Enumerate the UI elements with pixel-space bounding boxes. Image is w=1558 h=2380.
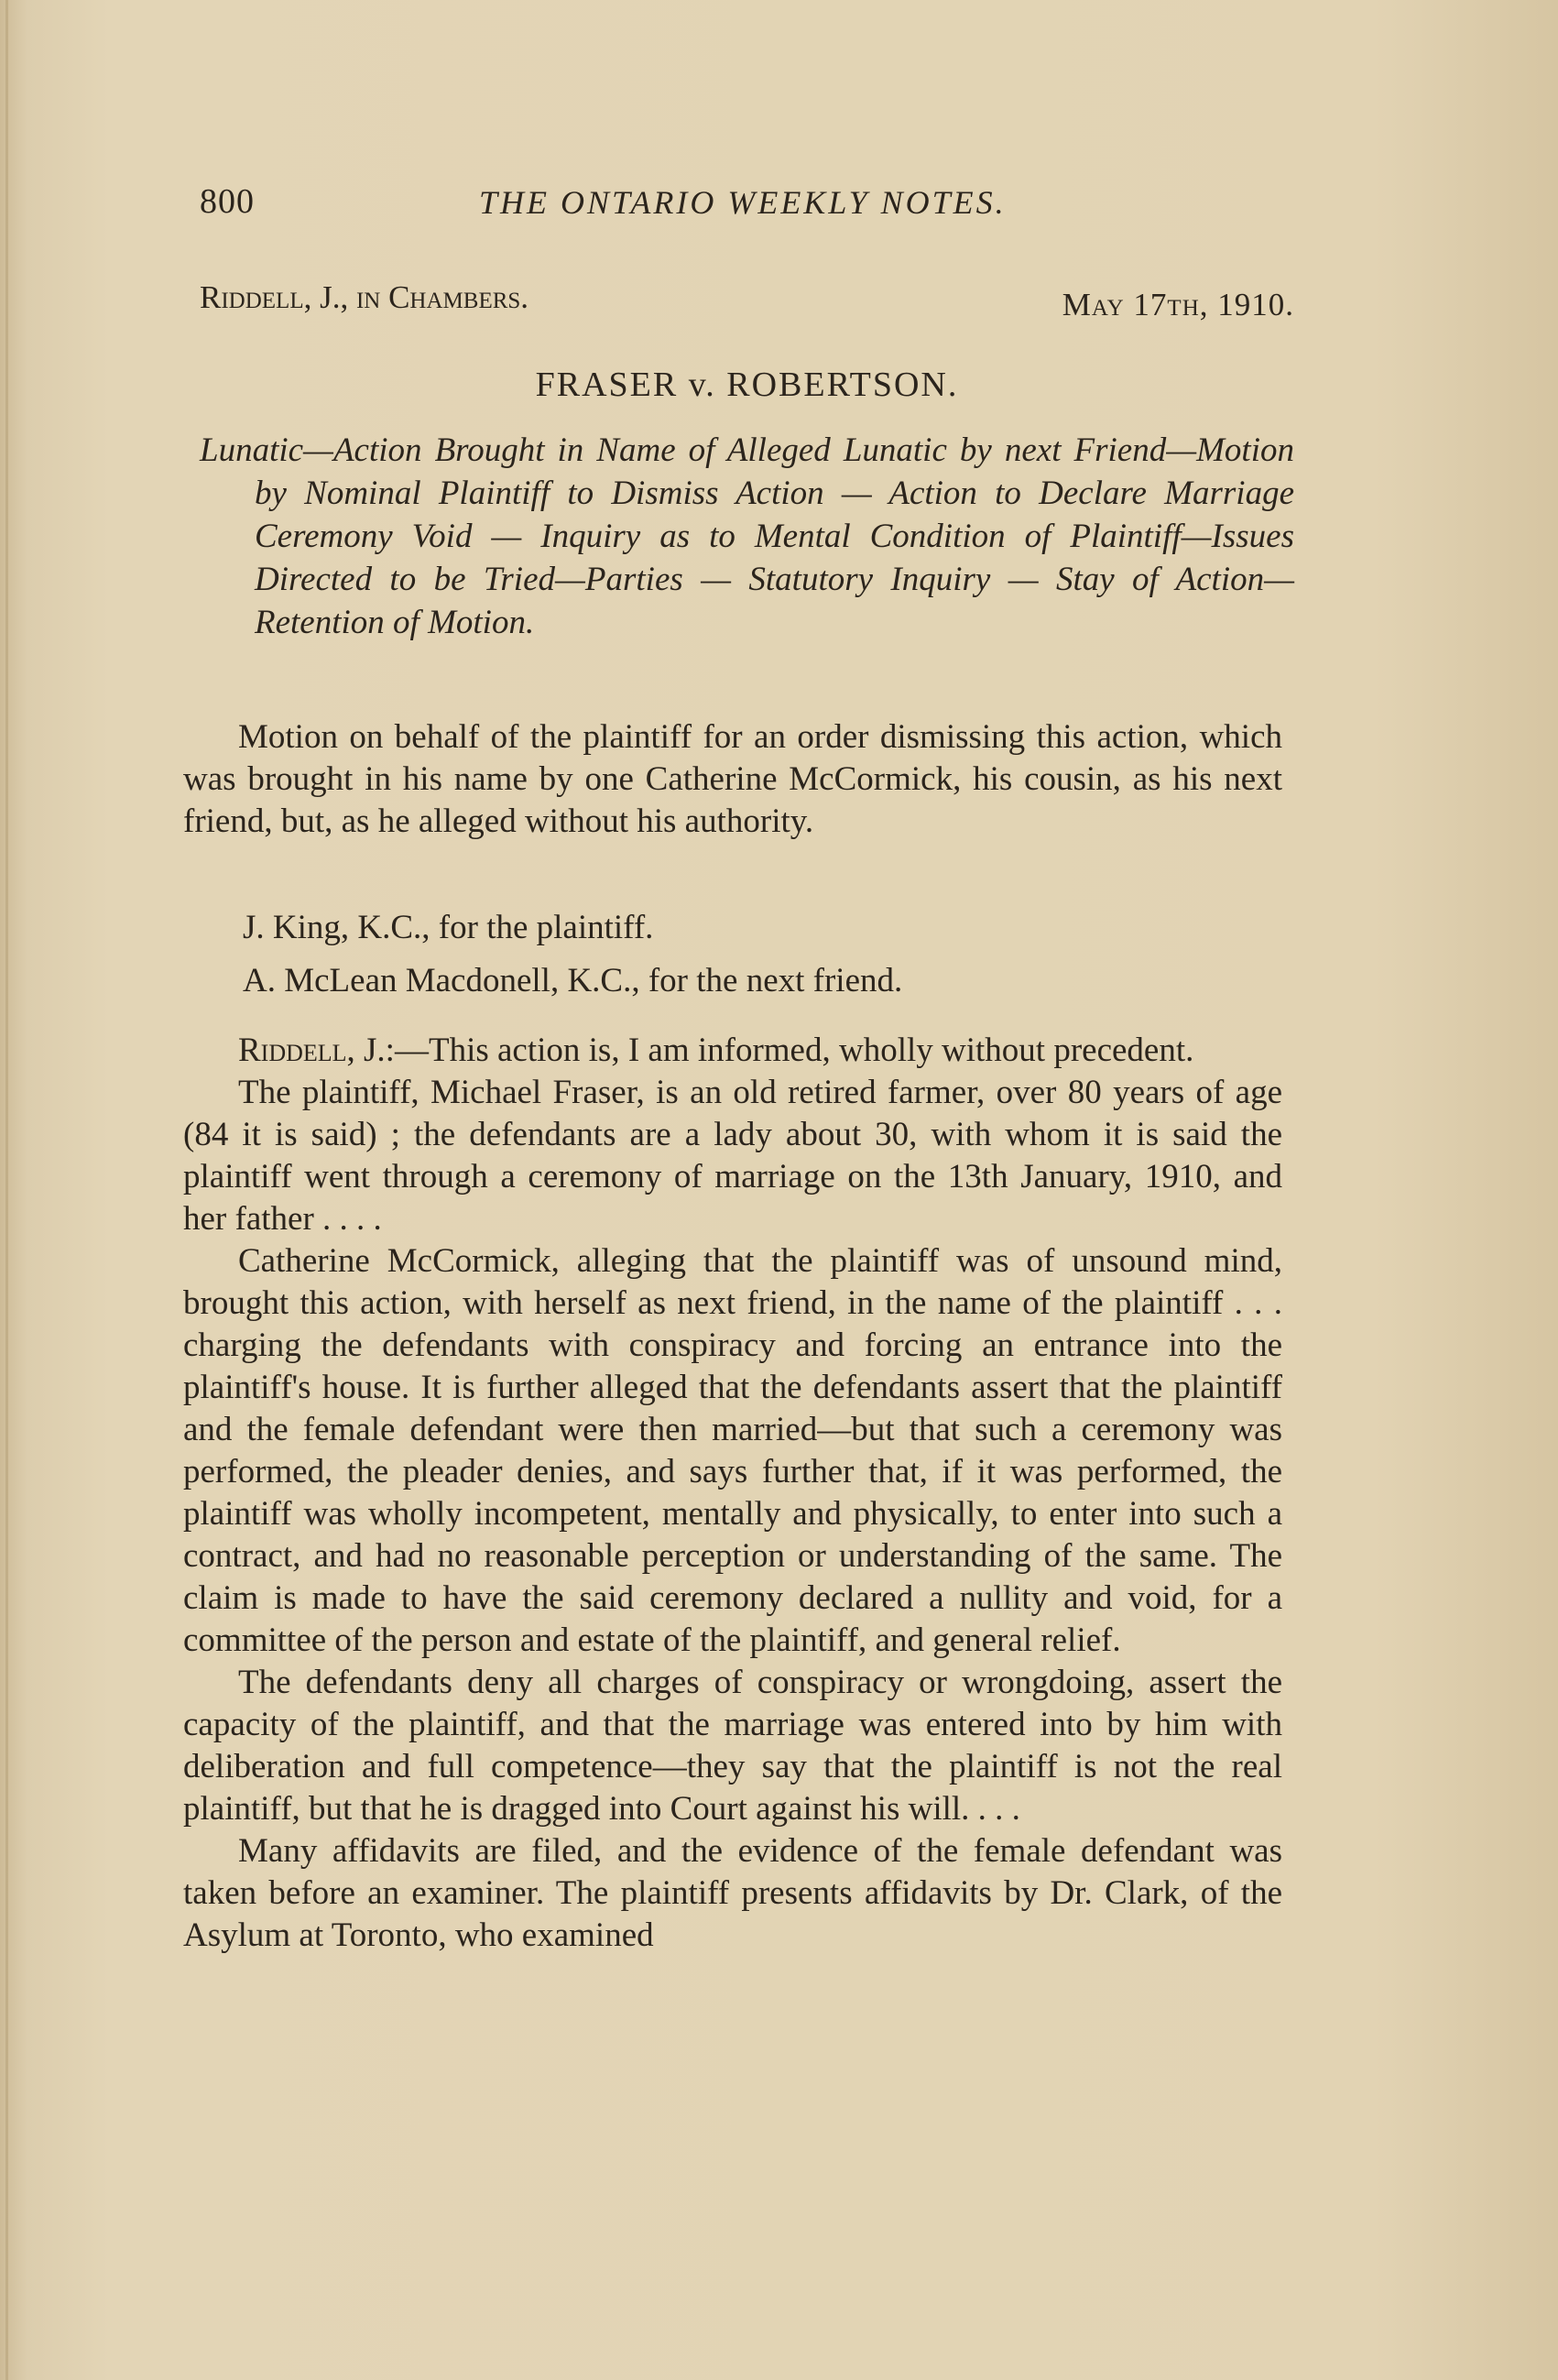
- counsel-section: [183, 907, 1282, 1002]
- judgment-opening: [183, 1030, 1282, 1072]
- court-line: [200, 279, 1294, 325]
- judgment-paragraph: The defendants deny all charges of conspiracy or wrongdoing, assert the capacity of the plaintiff, and that the marriage was entered into by him with deliberation and full competence—they say that the plaintiff is not the real plaintiff, but that he is dragged into Court against his will. . . .: [183, 1664, 1282, 1828]
- running-head: [200, 181, 1290, 227]
- motion-section: [183, 716, 1282, 843]
- judgment-opening-text: —This action is, I am informed, wholly without precedent.: [394, 1032, 1194, 1069]
- case-title: FRASER v. ROBERTSON.: [535, 366, 959, 404]
- journal-title: THE ONTARIO WEEKLY NOTES.: [479, 184, 1007, 221]
- counsel-plaintiff: J. King, K.C., for the plaintiff.: [243, 909, 654, 946]
- motion-paragraph: Motion on behalf of the plaintiff for an order dismissing this action, which was brought in his name by one Catherine McCormick, his cousin, as his next friend, but, as he alleged without his authority.: [183, 718, 1282, 840]
- headnote: Lunatic—Action Brought in Name of Alleged Lunatic by next Friend—Motion by Nominal Plaintiff to Dismiss Action — Action to Declare Marriage Ceremony Void — Inquiry as to Mental Condition of Plaintiff—Issues Directed to be Tried—Parties — Statutory Inquiry — Stay of Action—Retention of Motion.: [200, 431, 1294, 641]
- judgment-section: [183, 1030, 1282, 1957]
- decision-date: May 17th, 1910.: [1062, 287, 1294, 322]
- judgment-judge: Riddell, J.:: [238, 1032, 395, 1069]
- judgment-paragraph: Many affidavits are filed, and the evidence of the female defendant was taken before an examiner. The plaintiff presents affidavits by Dr. Clark, of the Asylum at Toronto, who examined: [183, 1832, 1282, 1954]
- counsel-next-friend: A. McLean Macdonell, K.C., for the next friend.: [243, 962, 903, 999]
- judgment-paragraph: The plaintiff, Michael Fraser, is an old retired farmer, over 80 years of age (84 it is said) ; the defendants are a lady about 30, with whom it is said the plaintiff went through a ceremony of marriage on the 13th January, 1910, and her father . . . .: [183, 1074, 1282, 1238]
- binding-edge: [5, 0, 8, 2380]
- judge-chambers: Riddell, J., in Chambers.: [200, 279, 529, 315]
- page-number: 800: [200, 182, 255, 221]
- judgment-paragraph: Catherine McCormick, alleging that the plaintiff was of unsound mind, brought this action, with herself as next friend, in the name of the plaintiff . . . charging the defendants with conspiracy and forcing an entrance into the plaintiff's house. It is further alleged that the defendants assert that the plaintiff and the female defendant were then married—but that such a ceremony was performed, the pleader denies, and says further that, if it was performed, the plaintiff was wholly incompetent, mentally and physically, to enter into such a contract, and had no reasonable perception or understanding of the same. The claim is made to have the said ceremony declared a nullity and void, for a committee of the person and estate of the plaintiff, and general relief.: [183, 1242, 1282, 1659]
